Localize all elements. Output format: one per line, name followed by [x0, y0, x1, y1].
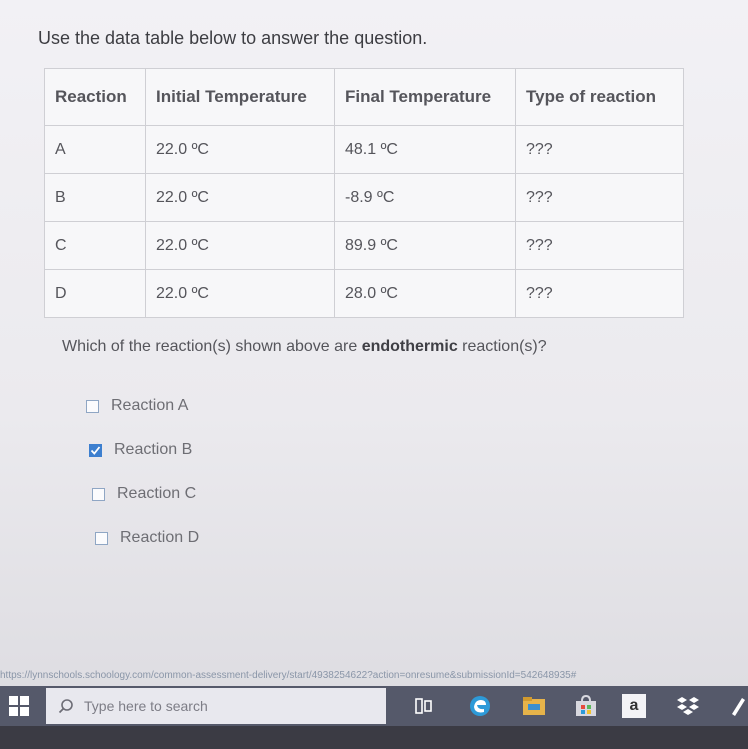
cell-reaction: B: [45, 174, 146, 222]
table-row: [45, 222, 684, 270]
option-reaction-a[interactable]: [86, 384, 199, 428]
cell-final-temperature: 28.0 ºC: [335, 270, 516, 318]
pen-icon[interactable]: [726, 694, 748, 718]
option-reaction-c[interactable]: [92, 472, 199, 516]
dropbox-icon[interactable]: [676, 694, 700, 718]
option-reaction-d[interactable]: [95, 516, 199, 560]
checkbox[interactable]: [95, 532, 108, 545]
cell-initial-temperature: 22.0 ºC: [146, 222, 335, 270]
cell-final-temperature: 48.1 ºC: [335, 126, 516, 174]
header-final-temperature: Final Temperature: [335, 69, 516, 126]
task-view-icon[interactable]: [412, 694, 436, 718]
amazon-letter: a: [629, 697, 639, 714]
question-text-end: reaction(s)?: [457, 338, 547, 355]
cell-final-temperature: 89.9 ºC: [335, 222, 516, 270]
search-icon: [58, 698, 74, 714]
table-row: [45, 126, 684, 174]
table-row: [45, 174, 684, 222]
checkmark-icon: [90, 445, 101, 456]
taskbar-search-box[interactable]: [46, 688, 386, 724]
edge-browser-icon[interactable]: [468, 694, 492, 718]
file-explorer-icon[interactable]: [522, 694, 546, 718]
header-reaction: Reaction: [45, 69, 146, 126]
cell-reaction: D: [45, 270, 146, 318]
table-header-row: [45, 69, 684, 126]
taskbar: [0, 686, 748, 726]
monitor-bezel: [0, 726, 748, 749]
cell-reaction: A: [45, 126, 146, 174]
cell-type-of-reaction: ???: [516, 222, 684, 270]
answer-options: [86, 384, 199, 560]
checkbox[interactable]: [92, 488, 105, 501]
question-keyword: endothermic: [361, 338, 458, 355]
windows-start-icon[interactable]: [8, 695, 30, 717]
header-initial-temperature: Initial Temperature: [146, 69, 335, 126]
table-row: [45, 270, 684, 318]
cell-initial-temperature: 22.0 ºC: [146, 126, 335, 174]
question-text: [62, 338, 547, 356]
checkbox[interactable]: [86, 400, 99, 413]
option-label: Reaction A: [111, 397, 189, 414]
search-placeholder: Type here to search: [84, 698, 208, 714]
data-table: [44, 68, 684, 318]
cell-type-of-reaction: ???: [516, 126, 684, 174]
option-label: Reaction D: [120, 529, 200, 546]
option-label: Reaction C: [117, 485, 197, 502]
question-text-start: Which of the reaction(s) shown above are: [62, 338, 362, 355]
instruction-text: Use the data table below to answer the question.: [38, 28, 428, 48]
cell-initial-temperature: 22.0 ºC: [146, 270, 335, 318]
status-url: https://lynnschools.schoology.com/common-assessment-delivery/start/4938254622?action=onresume&submissionId=542648935#: [0, 670, 577, 681]
cell-type-of-reaction: ???: [516, 270, 684, 318]
store-bag-icon[interactable]: [574, 694, 598, 718]
cell-reaction: C: [45, 222, 146, 270]
amazon-app-icon[interactable]: [622, 694, 646, 718]
option-reaction-b[interactable]: [89, 428, 199, 472]
header-type-of-reaction: Type of reaction: [516, 69, 684, 126]
option-label: Reaction B: [114, 441, 193, 458]
cell-final-temperature: -8.9 ºC: [335, 174, 516, 222]
cell-type-of-reaction: ???: [516, 174, 684, 222]
checkbox[interactable]: [89, 444, 102, 457]
cell-initial-temperature: 22.0 ºC: [146, 174, 335, 222]
